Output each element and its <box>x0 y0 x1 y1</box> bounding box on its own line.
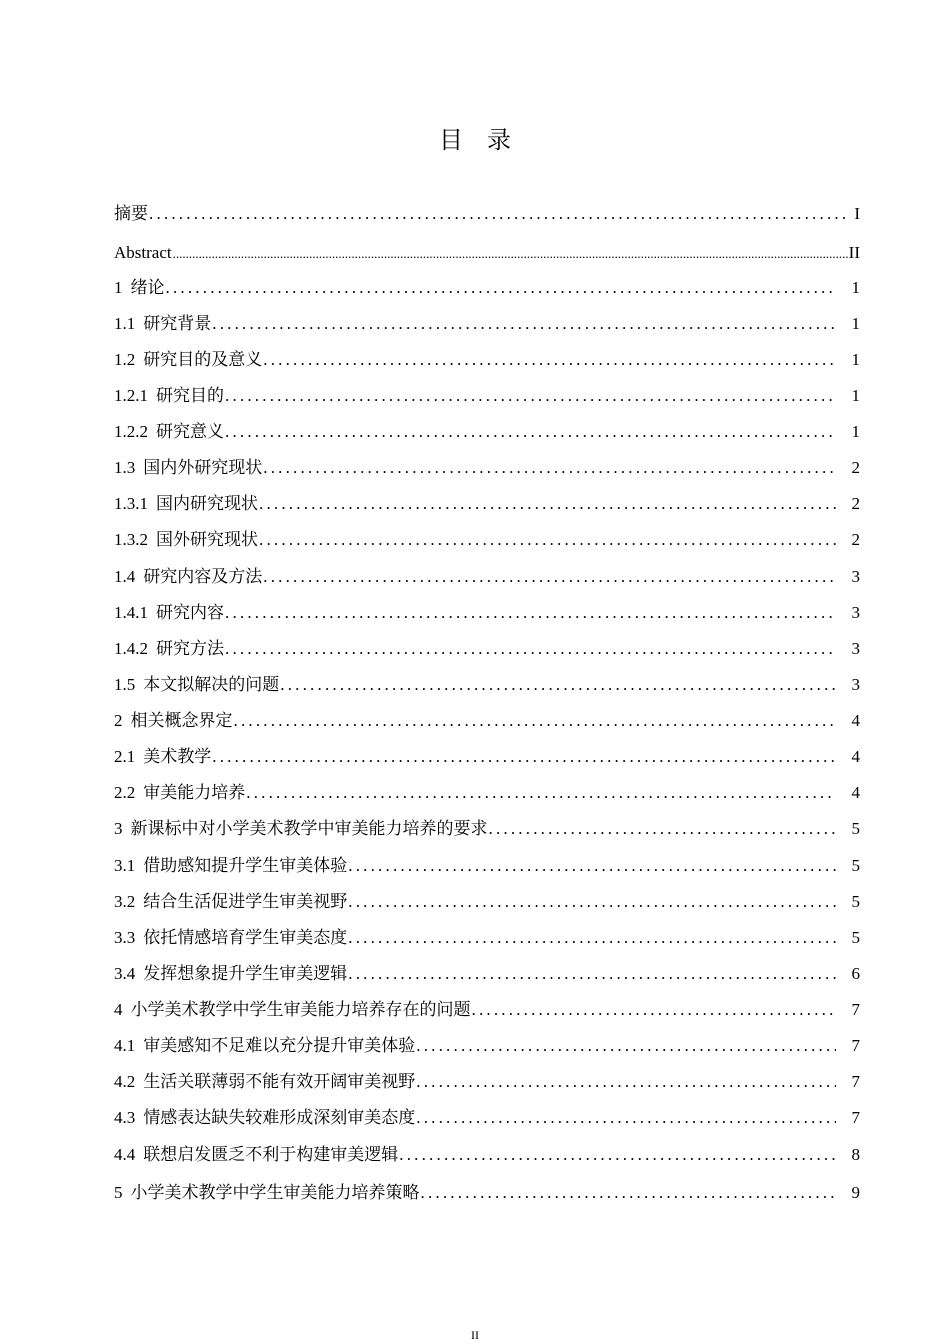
toc-entry-page: 9 <box>851 1183 860 1202</box>
toc-entry-number: 4.4 <box>114 1145 136 1164</box>
toc-entry-number: 2 <box>114 711 123 730</box>
dot-leader <box>212 312 836 336</box>
dot-leader <box>348 890 836 914</box>
toc-entry-label: 绪论 <box>130 278 165 297</box>
dot-leader <box>348 926 836 950</box>
toc-entry-number: 4.3 <box>114 1108 136 1127</box>
toc-entry-label: 生活关联薄弱不能有效开阔审美视野 <box>143 1072 416 1091</box>
toc-entry-page: 7 <box>851 1036 860 1055</box>
toc-entry[interactable] <box>114 1106 860 1130</box>
toc-entry-number: 3.4 <box>114 964 136 983</box>
dot-leader <box>149 202 848 226</box>
dot-leader <box>489 817 837 841</box>
toc-entry-page: 3 <box>851 639 860 658</box>
toc-entry-label: 国外研究现状 <box>156 530 258 549</box>
toc-entry-label: 研究背景 <box>143 314 212 333</box>
dot-leader <box>416 1034 836 1058</box>
toc-entry[interactable] <box>114 384 860 408</box>
dot-leader <box>416 1070 836 1094</box>
toc-entry-label: 小学美术教学中学生审美能力培养策略 <box>130 1183 420 1202</box>
toc-entry-number: 4.1 <box>114 1036 136 1055</box>
toc-entry[interactable] <box>114 817 860 841</box>
toc-entry-label: 小学美术教学中学生审美能力培养存在的问题 <box>130 1000 471 1019</box>
toc-entry-number: 3.2 <box>114 892 136 911</box>
toc-entry-label: 情感表达缺失较难形成深刻审美态度 <box>143 1108 416 1127</box>
toc-entry-page: 5 <box>851 928 860 947</box>
toc-entry[interactable] <box>114 420 860 444</box>
toc-entry[interactable] <box>114 637 860 661</box>
toc-entry-label: 依托情感培育学生审美态度 <box>143 928 348 947</box>
toc-entry-page: 7 <box>851 1108 860 1127</box>
toc-entry[interactable] <box>114 241 860 265</box>
toc-entry-page: 3 <box>851 675 860 694</box>
toc-entry-page: I <box>854 204 860 223</box>
toc-entry-label: 研究方法 <box>156 639 224 658</box>
toc-entry-label: 研究目的及意义 <box>143 350 263 369</box>
toc-entry[interactable] <box>114 276 860 300</box>
toc-entry-label: 美术教学 <box>143 747 212 766</box>
toc-entry-label: 研究意义 <box>156 422 224 441</box>
footer-page-number: II <box>471 1328 479 1342</box>
toc-entry[interactable] <box>114 781 860 805</box>
dot-leader <box>263 348 836 372</box>
dot-leader <box>234 709 837 733</box>
toc-entry-label: 结合生活促进学生审美视野 <box>143 892 348 911</box>
toc-entry-page: 7 <box>851 1072 860 1091</box>
toc-entry-number: 4 <box>114 1000 123 1019</box>
toc-entry-label: 借助感知提升学生审美体验 <box>143 856 348 875</box>
toc-entry[interactable] <box>114 1070 860 1094</box>
dot-leader <box>348 854 836 878</box>
toc-entry-number: 1.3 <box>114 458 136 477</box>
dot-leader <box>259 528 836 552</box>
toc-title-char-2: 录 <box>487 128 511 154</box>
dot-leader <box>421 1181 837 1205</box>
toc-entry-number: 4.2 <box>114 1072 136 1091</box>
toc-entry-label: 相关概念界定 <box>130 711 233 730</box>
dot-leader <box>225 420 836 444</box>
toc-entry[interactable] <box>114 673 860 697</box>
toc-entry-page: 2 <box>851 494 860 513</box>
toc-entry-number: 5 <box>114 1183 123 1202</box>
toc-entry-number: 2.1 <box>114 747 136 766</box>
toc-entry-label: 审美感知不足难以充分提升审美体验 <box>143 1036 416 1055</box>
toc-entry-number: 3.3 <box>114 928 136 947</box>
toc-entry-number: 1.4.2 <box>114 639 148 658</box>
toc-entry-number: 1.2 <box>114 350 136 369</box>
dot-leader <box>225 637 836 661</box>
toc-entry-page: 2 <box>851 458 860 477</box>
toc-entry[interactable] <box>114 745 860 769</box>
toc-entry-label: 摘要 <box>114 204 148 223</box>
toc-entry[interactable] <box>114 709 860 733</box>
toc-entry[interactable] <box>114 348 860 372</box>
toc-entry-number: 2.2 <box>114 783 136 802</box>
toc-entry-page: 3 <box>851 603 860 622</box>
toc-entry[interactable] <box>114 962 860 986</box>
dot-leader <box>212 745 836 769</box>
dot-leader <box>259 492 836 516</box>
toc-entry-number: 1 <box>114 278 123 297</box>
toc-entry[interactable] <box>114 492 860 516</box>
toc-entry-number: 1.4.1 <box>114 603 148 622</box>
toc-entry-number: 1.1 <box>114 314 136 333</box>
toc-entry-label: 本文拟解决的问题 <box>143 675 280 694</box>
dot-leader <box>280 673 836 697</box>
toc-entry-number: 1.3.1 <box>114 494 148 513</box>
toc-entry-page: 4 <box>851 711 860 730</box>
toc-entry-number: 1.3.2 <box>114 530 148 549</box>
toc-entry-number: 1.2.2 <box>114 422 148 441</box>
toc-entry-label: 研究内容及方法 <box>143 567 263 586</box>
toc-entry-page: 1 <box>851 422 860 441</box>
dot-leader <box>225 601 836 625</box>
dot-leader <box>246 781 836 805</box>
toc-entry-page: 3 <box>851 567 860 586</box>
dot-leader <box>416 1106 836 1130</box>
dot-leader <box>173 242 848 266</box>
dot-leader <box>263 456 836 480</box>
toc-title <box>0 120 950 155</box>
dot-leader <box>263 565 836 589</box>
toc-entry-page: 8 <box>851 1145 860 1164</box>
toc-entry-page: 5 <box>851 856 860 875</box>
toc-entry[interactable] <box>114 998 860 1022</box>
toc-entry[interactable] <box>114 1181 860 1205</box>
toc-entry-label: 研究目的 <box>156 386 224 405</box>
toc-entry-label: Abstract <box>114 243 172 262</box>
toc-entry-number: 3.1 <box>114 856 136 875</box>
toc-entry[interactable] <box>114 601 860 625</box>
toc-entry-label: 国内研究现状 <box>156 494 258 513</box>
toc-entry-page: 1 <box>851 350 860 369</box>
dot-leader <box>166 276 837 300</box>
dot-leader <box>399 1143 836 1167</box>
toc-entry-page: II <box>848 243 860 262</box>
toc-entry-label: 国内外研究现状 <box>143 458 263 477</box>
toc-entry-number: 1.4 <box>114 567 136 586</box>
toc-entry-label: 发挥想象提升学生审美逻辑 <box>143 964 348 983</box>
toc-entry-label: 新课标中对小学美术教学中审美能力培养的要求 <box>130 819 488 838</box>
toc-entry[interactable] <box>114 456 860 480</box>
dot-leader <box>225 384 836 408</box>
toc-entry-page: 7 <box>851 1000 860 1019</box>
toc-entry-page: 6 <box>851 964 860 983</box>
toc-entry-number: 1.5 <box>114 675 136 694</box>
toc-entry-label: 审美能力培养 <box>143 783 246 802</box>
toc-entry-number: 1.2.1 <box>114 386 148 405</box>
toc-title-char-1: 目 <box>439 128 463 154</box>
toc-entry[interactable] <box>114 312 860 336</box>
toc-entry-label: 联想启发匮乏不利于构建审美逻辑 <box>143 1145 399 1164</box>
toc-entry[interactable] <box>114 1034 860 1058</box>
toc-entry[interactable] <box>114 854 860 878</box>
toc-entry-page: 1 <box>851 386 860 405</box>
dot-leader <box>348 962 836 986</box>
toc-entry[interactable] <box>114 926 860 950</box>
toc-entry-page: 1 <box>851 278 860 297</box>
toc-entry[interactable] <box>114 1143 860 1167</box>
toc-entry-page: 5 <box>851 819 860 838</box>
toc-entry[interactable] <box>114 202 860 226</box>
toc-entry-page: 1 <box>851 314 860 333</box>
toc-entry-page: 5 <box>851 892 860 911</box>
toc-entry-label: 研究内容 <box>156 603 224 622</box>
toc-entry[interactable] <box>114 890 860 914</box>
toc-entry-page: 4 <box>851 747 860 766</box>
toc-entry[interactable] <box>114 528 860 552</box>
toc-entry-number: 3 <box>114 819 123 838</box>
dot-leader <box>472 998 837 1022</box>
toc-entry[interactable] <box>114 565 860 589</box>
toc-entry-page: 2 <box>851 530 860 549</box>
toc-entry-page: 4 <box>851 783 860 802</box>
